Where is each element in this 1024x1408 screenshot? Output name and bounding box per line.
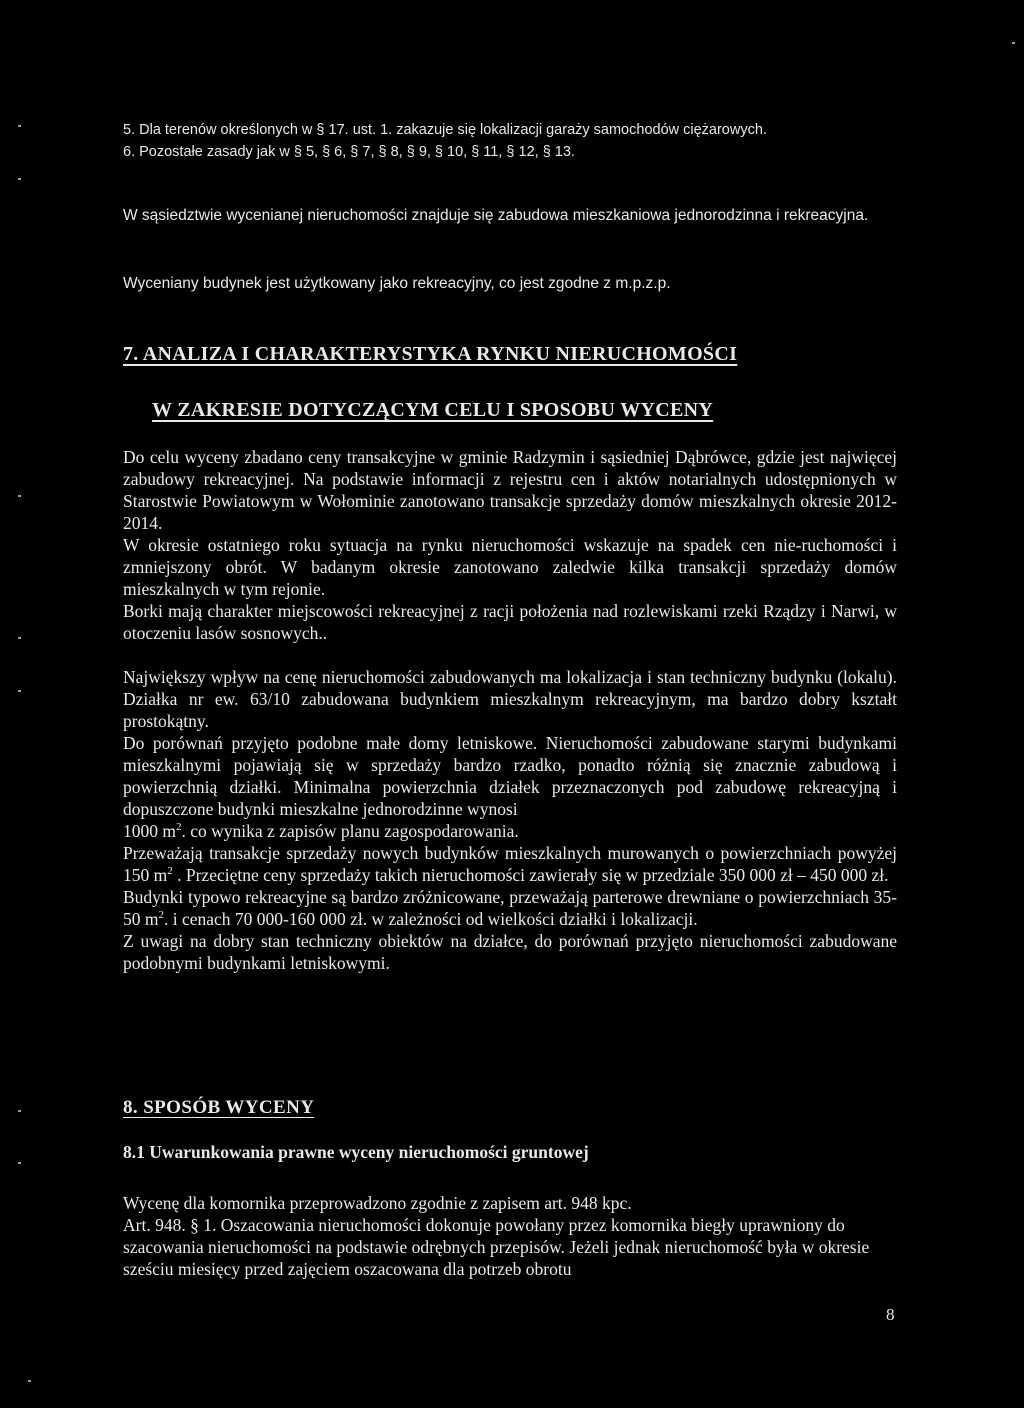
paragraph [123, 886, 897, 930]
section-7-heading-line2: W ZAKRESIE DOTYCZĄCYM CELU I SPOSOBU WYCENY [152, 399, 714, 421]
paragraph [123, 842, 897, 886]
paragraph: Wycenę dla komornika przeprowadzono zgodnie z zapisem art. 948 kpc. [123, 1193, 632, 1213]
scan-speck [18, 495, 21, 497]
section-7-heading: 7. ANALIZA I CHARAKTERYSTYKA RYNKU NIERUCHOMOŚCI [123, 343, 738, 365]
paragraph-text: . i cenach 70 000-160 000 zł. w zależności od wielkości działki i lokalizacji. [164, 909, 698, 929]
paragraph: Z uwagi na dobry stan techniczny obiektów na działce, do porównań przyjęto nieruchomości zabudowane podobnymi budynkami letniskowymi. [123, 931, 897, 973]
section-7-body [123, 446, 897, 974]
scan-speck [18, 125, 21, 127]
paragraph-text: Przeważają transakcje sprzedaży nowych budynków mieszkalnych murowanych o powierzchniach powyżej 150 m [123, 843, 897, 885]
neighborhood-paragraph: W sąsiedztwie wycenianej nieruchomości znajduje się zabudowa mieszkaniowa jednorodzinna i rekreacyjna. [123, 207, 869, 224]
paragraph-text: . co wynika z zapisów planu zagospodarowania. [181, 821, 519, 841]
list-item: 5. Dla terenów określonych w § 17. ust. 1. zakazuje się lokalizacji garaży samochodów ciężarowych. [123, 122, 767, 138]
list-item: 6. Pozostałe zasady jak w § 5, § 6, § 7, § 8, § 9, § 10, § 11, § 12, § 13. [123, 144, 575, 160]
scan-speck [18, 178, 21, 180]
superscript: 2 [167, 865, 173, 878]
paragraph: Art. 948. § 1. Oszacowania nieruchomości dokonuje powołany przez komornika biegły uprawniony do szacowania nieruchomości na podstawie odrębnych przepisów. Jeżeli jednak nieruchomość była w okresie sześciu miesięcy przed zajęciem oszacowana dla potrzeb obrotu [123, 1215, 870, 1279]
scan-speck [18, 1162, 21, 1164]
scan-speck [18, 637, 21, 639]
paragraph: Największy wpływ na cenę nieruchomości zabudowanych ma lokalizacja i stan techniczny budynku (lokalu). Działka nr ew. 63/10 zabudowana budynkiem mieszkalnym rekreacyjnym, ma bardzo dobry kształt prostokątny. [123, 667, 897, 731]
top-list [123, 119, 897, 163]
paragraph: Do celu wyceny zbadano ceny transakcyjne w gminie Radzymin i sąsiedniej Dąbrówce, gdzie jest najwięcej zabudowy rekreacyjnej. Na podstawie informacji z rejestru cen i aktów notarialnych udostępnionych w Starostwie Powiatowym w Wołominie zanotowano transakcje sprzedaży domów mieszkalnych okresie 2012- 2014. [123, 447, 897, 533]
paragraph [123, 732, 897, 842]
paragraph-text: Do porównań przyjęto podobne małe domy letniskowe. Nieruchomości zabudowane starymi budynkami mieszkalnymi pojawiają się w sprzedaży bardzo rzadko, ponadto różnią się znacznie zabudową i powierzchnią działki. Minimalna powierzchnia działek przeznaczonych pod zabudowę rekreacyjną i dopuszczone budynki mieszkalne jednorodzinne wynosi [123, 733, 897, 819]
paragraph-text: . Przeciętne ceny sprzedaży takich nieruchomości zawierały się w przedziale 350 000 zł – 450 000 zł. [172, 865, 889, 885]
scan-speck [1012, 42, 1015, 44]
paragraph: W okresie ostatniego roku sytuacja na rynku nieruchomości wskazuje na spadek cen nie-ruchomości i zmniejszony obrót. W badanym okresie zanotowano zaledwie kilka transakcji sprzedaży domów mieszkalnych w tym rejonie. [123, 535, 897, 599]
scan-speck [18, 690, 21, 692]
section-8-heading: 8. SPOSÓB WYCENY [123, 1097, 315, 1118]
area-value: 1000 m [123, 821, 176, 841]
superscript: 2 [176, 821, 182, 834]
superscript: 2 [158, 909, 164, 922]
paragraph: Borki mają charakter miejscowości rekreacyjnej z racji położenia nad rozlewiskami rzeki Rządzy i Narwi, w otoczeniu lasów sosnowych.. [123, 601, 897, 643]
usage-paragraph: Wyceniany budynek jest użytkowany jako rekreacyjny, co jest zgodne z m.p.z.p. [123, 275, 671, 292]
scan-speck [18, 1110, 21, 1112]
paragraph-text: Budynki typowo rekreacyjne są bardzo zróżnicowane, przeważają parterowe drewniane o powierzchniach 35-50 m [123, 887, 897, 929]
section-8-body [123, 1192, 897, 1280]
section-8-1-heading: 8.1 Uwarunkowania prawne wyceny nieruchomości gruntowej [123, 1142, 589, 1162]
page-number: 8 [886, 1305, 895, 1324]
scan-speck [28, 1380, 31, 1382]
